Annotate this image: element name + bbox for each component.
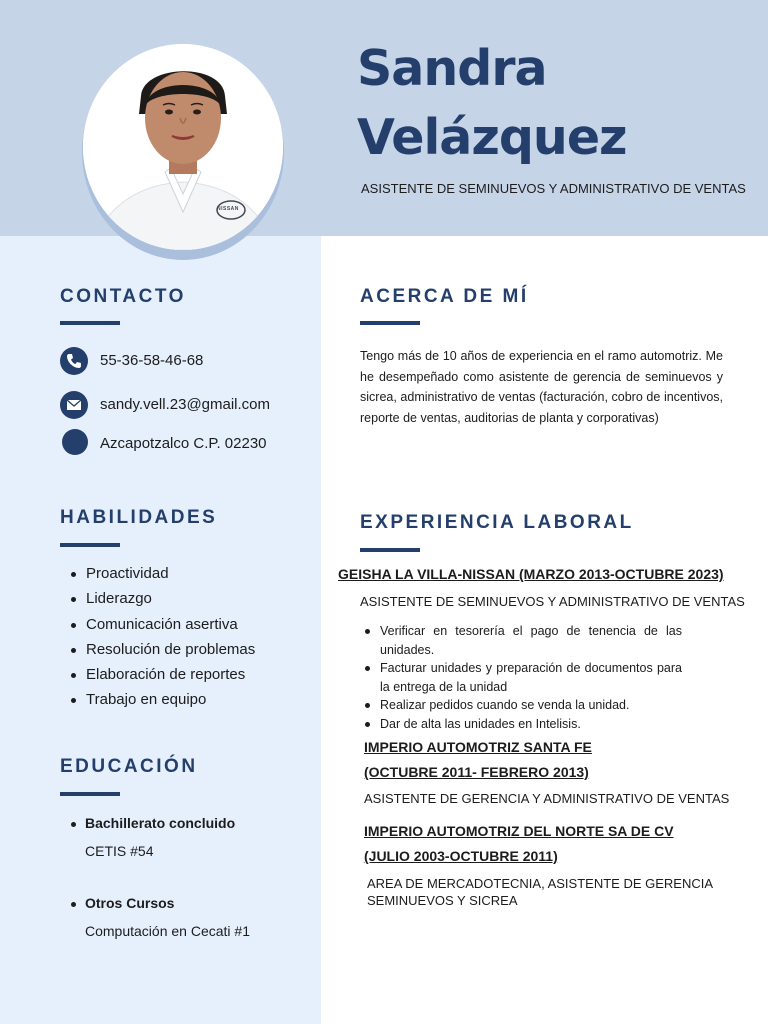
skill-item: Liderazgo — [68, 589, 255, 614]
about-heading-rule — [360, 321, 420, 325]
job-role: ASISTENTE DE GERENCIA Y ADMINISTRATIVO DE VENTAS — [364, 791, 730, 806]
education-heading: EDUCACIÓN — [60, 756, 198, 777]
job-company: GEISHA LA VILLA-NISSAN (MARZO 2013-OCTUBRE 2023) — [338, 566, 724, 582]
education-title: Otros Cursos — [68, 895, 250, 911]
address: Azcapotzalco C.P. 02230 — [100, 435, 267, 452]
about-text: Tengo más de 10 años de experiencia en el ramo automotriz. Me he desempeñado como asistente de gerencia de seminuevos y sicrea, administrativo de ventas (facturación, cobro de incentivos, reporte de ventas, auditorias de planta y corporativas) — [360, 349, 723, 425]
education-item — [68, 815, 235, 859]
job-role: AREA DE MERCADOTECNIA, ASISTENTE DE GERENCIA — [367, 876, 714, 891]
first-name: Sandra — [357, 40, 547, 97]
experience-heading-rule — [360, 548, 420, 552]
skills-list — [68, 564, 255, 716]
location-icon — [62, 429, 88, 455]
last-name: Velázquez — [357, 109, 627, 166]
job-title: ASISTENTE DE SEMINUEVOS Y ADMINISTRATIVO DE VENTAS — [361, 181, 746, 196]
skill-item: Proactividad — [68, 564, 255, 589]
job-duty: Realizar pedidos cuando se venda la unidad. — [362, 696, 682, 715]
phone-number[interactable]: 55-36-58-46-68 — [100, 352, 204, 369]
job-company: IMPERIO AUTOMOTRIZ DEL NORTE SA DE CV — [364, 823, 674, 839]
skill-item: Comunicación asertiva — [68, 615, 255, 640]
job-role: ASISTENTE DE SEMINUEVOS Y ADMINISTRATIVO DE VENTAS — [360, 594, 745, 609]
portrait-illustration — [83, 44, 283, 250]
skills-heading-rule — [60, 543, 120, 547]
education-item — [68, 895, 250, 939]
email-address[interactable]: sandy.vell.23@gmail.com — [100, 396, 271, 413]
education-title: Bachillerato concluido — [68, 815, 235, 831]
education-detail: CETIS #54 — [85, 843, 154, 859]
skills-heading: HABILIDADES — [60, 507, 218, 528]
skill-item: Resolución de problemas — [68, 640, 255, 665]
job-dates: (JULIO 2003-OCTUBRE 2011) — [364, 848, 558, 864]
job-company: IMPERIO AUTOMOTRIZ SANTA FE — [364, 739, 592, 755]
profile-photo — [83, 44, 283, 250]
job-duty: Dar de alta las unidades en Intelisis. — [362, 715, 682, 734]
education-detail: Computación en Cecati #1 — [85, 923, 250, 939]
skill-item: Elaboración de reportes — [68, 665, 255, 690]
experience-heading: EXPERIENCIA LABORAL — [360, 512, 634, 533]
job-dates: (OCTUBRE 2011- FEBRERO 2013) — [364, 764, 589, 780]
shirt-logo-text: NISSAN — [217, 206, 239, 212]
contact-heading: CONTACTO — [60, 286, 186, 307]
skill-item: Trabajo en equipo — [68, 690, 255, 715]
education-heading-rule — [60, 792, 120, 796]
phone-icon — [60, 347, 88, 375]
contact-heading-rule — [60, 321, 120, 325]
job-duty: Facturar unidades y preparación de documentos para la entrega de la unidad — [362, 659, 682, 696]
job-duty: Verificar en tesorería el pago de tenencia de las unidades. — [362, 622, 682, 659]
mail-icon — [60, 391, 88, 419]
job-role: SEMINUEVOS Y SICREA — [367, 893, 518, 908]
about-heading: ACERCA DE MÍ — [360, 286, 529, 307]
job-duties-list — [362, 622, 682, 733]
